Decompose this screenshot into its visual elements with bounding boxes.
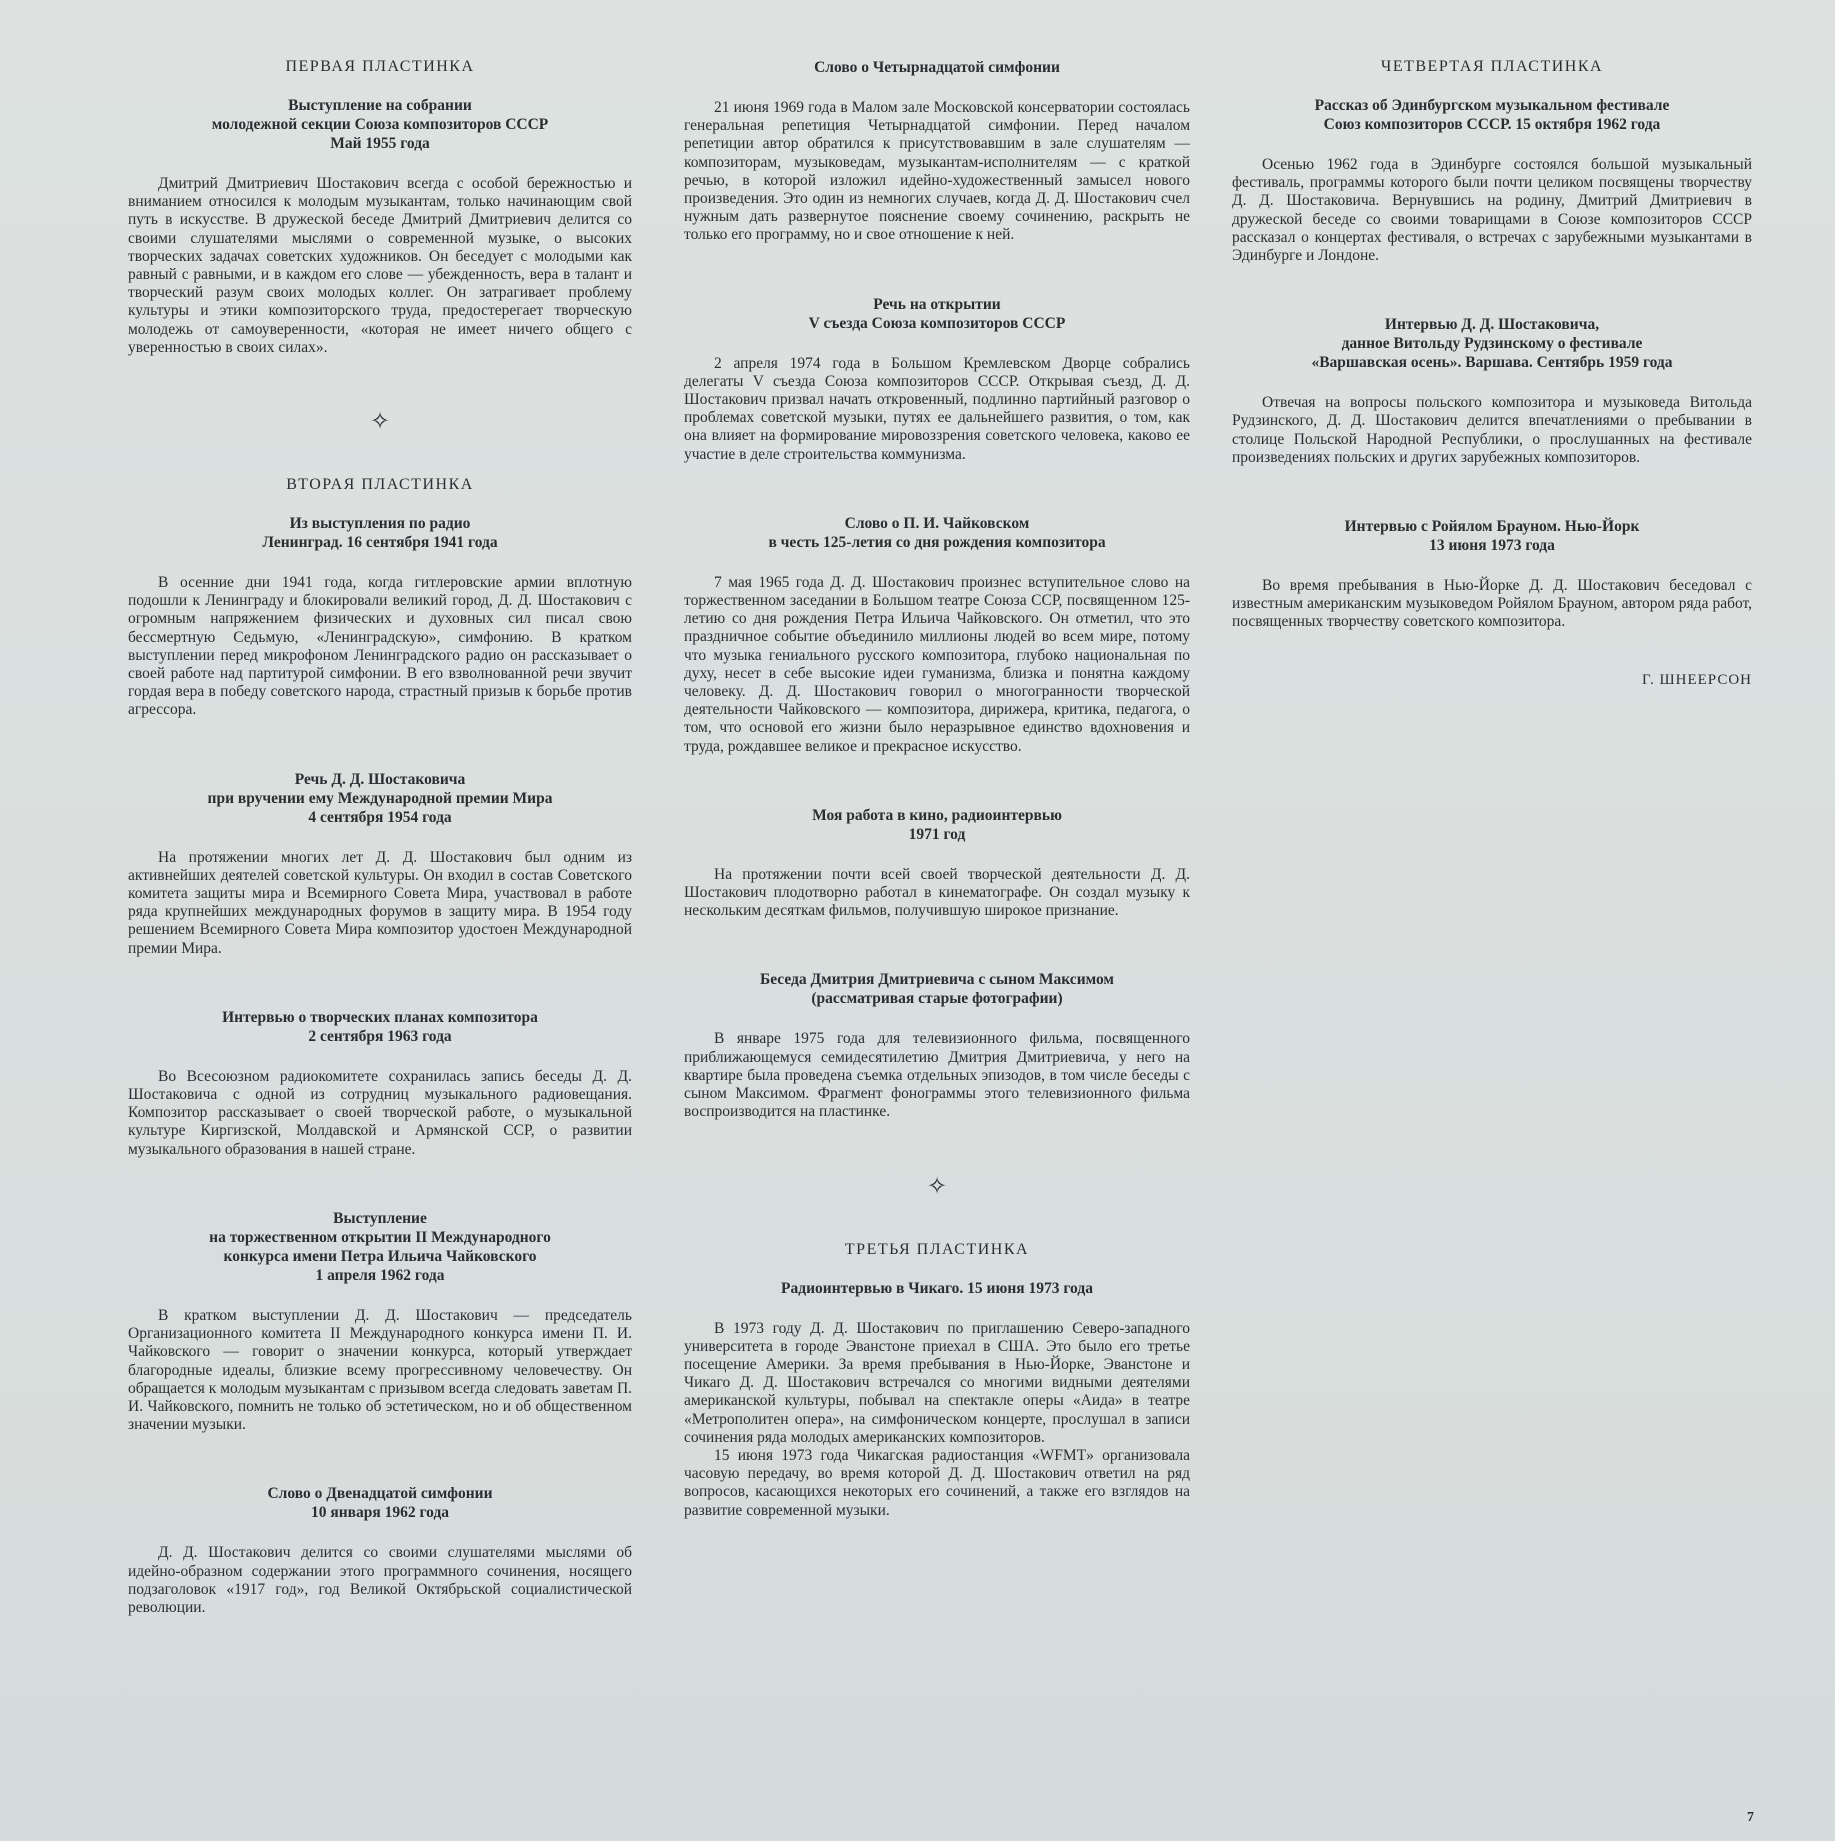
track-entry <box>128 1484 632 1617</box>
track-description: Дмитрий Дмитриевич Шостакович всегда с особой бережностью и вниманием относился к молодым музыкантам, только начинающим свой путь в искусстве. В дружеской беседе Дмитрий Дмитриевич делится со своими слушателями мыслями о современной музыке, о высоких творческих задачах советских художников. Он беседует с молодыми как равный с равными, и в каждом его слове — убежденность, вера в талант и творческий разум своих молодых коллег. Он затрагивает проблему культуры и этики композиторского труда, предостерегает творческую молодежь от самоуверенности, «которая не имеет ничего общего с уверенностью в своих силах». <box>128 175 632 356</box>
track-heading: Выступление на собрании молодежной секции Союза композиторов СССР Май 1955 года <box>211 97 549 152</box>
record-section-title: ПЕРВАЯ ПЛАСТИНКА <box>285 58 475 75</box>
track-entry <box>128 96 632 357</box>
track-description: 7 мая 1965 года Д. Д. Шостакович произнес вступительное слово на торжественном заседании в Большом театре Союза ССР, посвященном 125-летию со дня рождения Петра Ильича Чайковского. Он отметил, что это праздничное событие объединило миллионы людей во всем мире, потому что музыка гениального русского композитора, глубоко национальная по духу, несет в себе высокие идеи гуманизма, близка и понятна каждому человеку. Д. Д. Шостакович говорил о многогранности творческой деятельности Чайковского — композитора, дирижера, критика, педагога, о том, что основой его жизни было неразрывное единство вдохновения и труда, рождавшее великое и прекрасное искусство. <box>684 573 1190 755</box>
track-description: Во Всесоюзном радиокомитете сохранилась запись беседы Д. Д. Шостаковича с одной из сотрудниц музыкального радиовещания. Композитор рассказывает о своей творческой работе, о музыкальной культуре Киргизской, Молдавской и Армянской ССР, о развитии музыкального образования в нашей стране. <box>128 1067 632 1158</box>
track-entry <box>128 514 632 720</box>
diamond-ornament-icon: ✧ <box>926 1173 948 1200</box>
column-1 <box>128 58 632 1667</box>
track-entry <box>684 806 1190 921</box>
track-heading: Интервью о творческих планах композитора 2 сентября 1963 года <box>222 1008 538 1045</box>
track-heading: Из выступления по радио Ленинград. 16 сентября 1941 года <box>262 515 498 552</box>
track-heading: Слово о Двенадцатой симфонии 10 января 1962 года <box>267 1485 493 1522</box>
record-section-title: ВТОРАЯ ПЛАСТИНКА <box>286 476 474 494</box>
track-description: 21 июня 1969 года в Малом зале Московской консерватории состоялась генеральная репетиция Четырнадцатой симфонии. Перед началом репетиции автор обратился к присутствовавшим в зале слушателям — композиторам, музыковедам, музыкантам-исполнителям — с краткой речью, в которой изложил идейно-художественный замысел нового произведения. Это один из немногих случаев, когда Д. Д. Шостакович счел нужным дать развернутое пояснение своему сочинению, раскрыть не только его программу, но и свое отношение к ней. <box>684 99 1190 244</box>
track-entry <box>684 58 1190 245</box>
track-entry <box>1232 517 1752 632</box>
track-entry <box>684 514 1190 756</box>
track-heading: Слово о Четырнадцатой симфонии <box>814 59 1060 76</box>
track-heading: Выступление на торжественном открытии II Международного конкурса имени Петра Ильича Чайковского 1 апреля 1962 года <box>209 1209 551 1284</box>
track-heading: Интервью Д. Д. Шостаковича, данное Витольду Рудзинскому о фестивале «Варшавская осень». Варшава. Сентябрь 1959 года <box>1311 316 1673 372</box>
track-entry <box>684 970 1190 1121</box>
track-heading: Слово о П. И. Чайковском в честь 125-летия со дня рождения композитора <box>768 514 1106 551</box>
page-number: 7 <box>1747 1810 1754 1825</box>
track-heading: Интервью с Ройялом Брауном. Нью-Йорк 13 июня 1973 года <box>1344 518 1640 555</box>
track-description: Во время пребывания в Нью-Йорке Д. Д. Шостакович беседовал с известным американским музыковедом Ройялом Брауном, автором ряда работ, посвященных творчеству советского композитора. <box>1232 577 1752 631</box>
track-entry <box>684 295 1190 464</box>
track-heading: Речь на открытии V съезда Союза композиторов СССР <box>808 295 1066 332</box>
track-description: 2 апреля 1974 года в Большом Кремлевском Дворце собрались делегаты V съезда Союза композиторов СССР. Открывая съезд, Д. Д. Шостакович призвал начать откровенный, подлинно партийный разговор о проблемах советской музыки, путях ее дальнейшего развития, о том, как она влияет на формирование мировоззрения советского человека, каково ее участие в деле строительства коммунизма. <box>684 354 1190 463</box>
track-heading: Рассказ об Эдинбургском музыкальном фестивале Союз композиторов СССР. 15 октября 1962 года <box>1314 97 1670 133</box>
track-description: На протяжении многих лет Д. Д. Шостакович был одним из активнейших деятелей советской культуры. Он входил в состав Советского комитета защиты мира и Всемирного Совета Мира, участвовал в работе ряда крупнейших международных форумов в защиту мира. В 1954 году решением Всемирного Совета Мира композитор удостоен Международной премии Мира. <box>128 848 632 957</box>
track-entry <box>128 1008 632 1159</box>
track-entry <box>684 1279 1190 1520</box>
track-description: В январе 1975 года для телевизионного фильма, посвященного приближающемуся семидесятилетию Дмитрия Дмитриевича, у него на квартире была проведена съемка отдельных эпизодов, в том числе беседы с сыном Максимом. Фрагмент фонограммы этого телевизионного фильма воспроизводится на пластинке. <box>684 1030 1190 1121</box>
track-description: Отвечая на вопросы польского композитора и музыковеда Витольда Рудзинского, Д. Д. Шостакович делится впечатлениями о пребывании в столице Польской Народной Республики, о прослушанных на фестивале произведениях польских и других зарубежных композиторов. <box>1232 394 1752 466</box>
track-entry <box>128 770 632 958</box>
track-description: Осенью 1962 года в Эдинбурге состоялся большой музыкальный фестиваль, программы которого были почти целиком посвящены творчеству Д. Д. Шостаковича. Вернувшись на родину, Дмитрий Дмитриевич в дружеской беседе со своими товарищами в Союзе композиторов СССР рассказал о концертах фестиваля, о встречах с зарубежными музыкантами в Эдинбурге и Лондоне. <box>1232 156 1752 265</box>
track-description: 15 июня 1973 года Чикагская радиостанция «WFMT» организовала часовую передачу, во время которой Д. Д. Шостакович ответил на ряд вопросов, касающихся некоторых его сочинений, а также его взглядов на развитие современной музыки. <box>684 1446 1190 1519</box>
column-2 <box>684 58 1190 1570</box>
track-entry <box>1232 315 1752 467</box>
track-heading: Беседа Дмитрия Дмитриевича с сыном Максимом (рассматривая старые фотографии) <box>759 971 1114 1008</box>
record-section-title: ТРЕТЬЯ ПЛАСТИНКА <box>844 1240 1030 1258</box>
author-signature: Г. ШНЕЕРСОН <box>1642 671 1752 688</box>
track-description: В кратком выступлении Д. Д. Шостакович — председатель Организационного комитета II Международного конкурса имени П. И. Чайковского — говорит о значении конкурса, который утверждает благородные идеалы, близкие всему прогрессивному человечеству. Он обращается к молодым музыкантам с призывом всегда следовать заветам П. И. Чайковского, помнить не только об эстетическом, но и об общественном значении музыки. <box>128 1306 633 1434</box>
track-heading: Моя работа в кино, радиоинтервью 1971 год <box>812 806 1062 843</box>
track-description: В осенние дни 1941 года, когда гитлеровские армии вплотную подошли к Ленинграду и блокировали великий город, Д. Д. Шостакович с огромным напряжением физических и духовных сил писал свою бессмертную Седьмую, «Ленинградскую», симфонию. В кратком выступлении перед микрофоном Ленинградского радио он рассказывает о своей работе над партитурой симфонии. В его взволнованной речи звучит гордая вера в победу советского народа, страстный призыв к борьбе против агрессора. <box>128 574 632 719</box>
track-entry <box>1232 96 1752 265</box>
column-3 <box>1232 58 1752 689</box>
track-description: Д. Д. Шостакович делится со своими слушателями мыслями об идейно-образном содержании этого программного сочинения, носящего подзаголовок «1917 год», год Великой Октябрьской социалистической революции. <box>128 1544 632 1616</box>
record-section-title: ЧЕТВЕРТАЯ ПЛАСТИНКА <box>1380 58 1604 75</box>
track-entry <box>128 1209 632 1434</box>
track-description: На протяжении почти всей своей творческой деятельности Д. Д. Шостакович плодотворно работал в кинематографе. Он создал музыку к нескольким десяткам фильмов, получившую широкое признание. <box>684 865 1190 920</box>
track-heading: Речь Д. Д. Шостаковича при вручении ему Международной премии Мира 4 сентября 1954 года <box>207 770 553 826</box>
track-heading: Радиоинтервью в Чикаго. 15 июня 1973 года <box>781 1279 1093 1297</box>
track-description: В 1973 году Д. Д. Шостакович по приглашению Северо-западного университета в городе Эванстоне приехал в США. Это было его третье посещение Америки. За время пребывания в Нью-Йорке, Эванстоне и Чикаго Д. Д. Шостакович встречался со многими видными деятелями американской культуры, побывал на спектакле оперы «Аида» в театре «Метрополитен опера», на симфоническом концерте, прослушал в записи сочинения ряда молодых американских композиторов. <box>684 1319 1190 1446</box>
diamond-ornament-icon: ✧ <box>369 409 391 436</box>
